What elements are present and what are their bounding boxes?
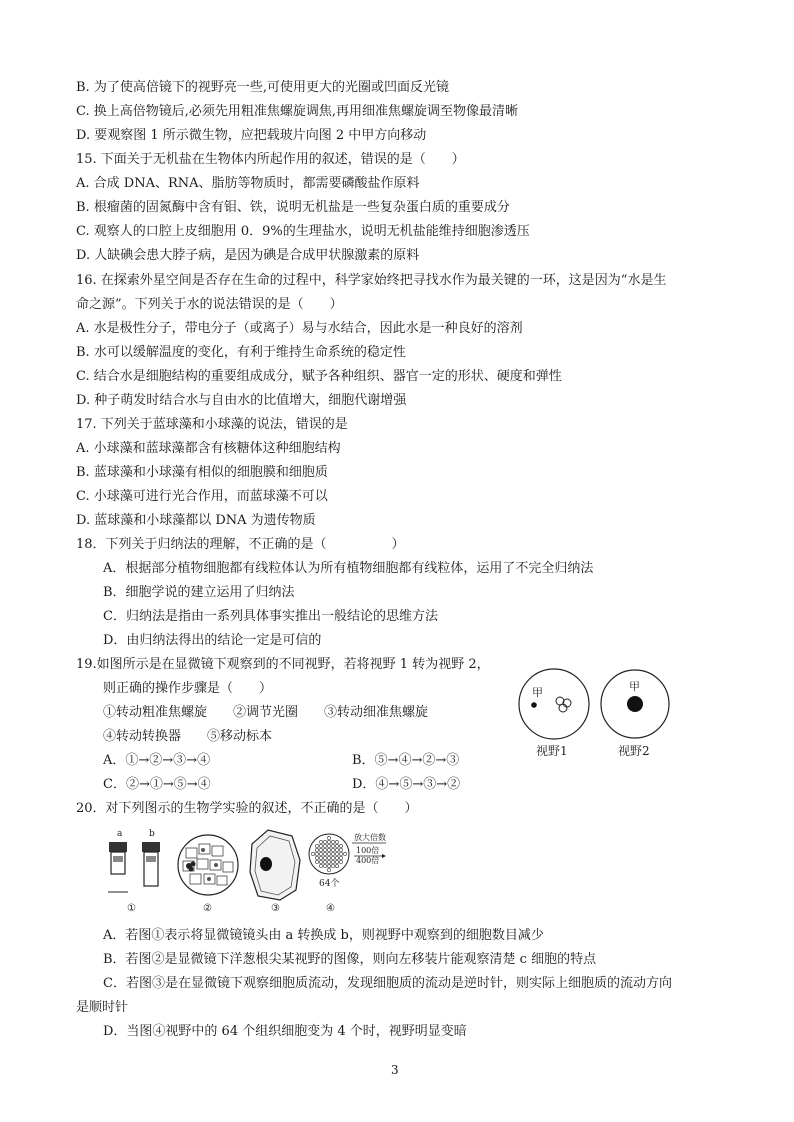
figure-3-cell (250, 830, 300, 914)
field-2-marker-char: 甲 (629, 680, 640, 693)
q18-option-b: B．细胞学说的建立运用了归纳法 (103, 585, 295, 600)
nucleus (201, 848, 205, 852)
lens-a-band (113, 856, 123, 862)
dividing-cell-chromosomes (191, 862, 196, 867)
q15-stem: 15. 下面关于无机盐在生物体内所起作用的叙述，错误的是（ ） (76, 152, 465, 167)
q18-option-a: A．根据部分植物细胞都有线粒体认为所有植物细胞都有线粒体，运用了不完全归纳法 (103, 561, 594, 576)
q20-option-d: D．当图④视野中的 64 个组织细胞变为 4 个时，视野明显变暗 (103, 1024, 467, 1039)
q15-option-b: B. 根瘤菌的固氮酶中含有钼、铁，说明无机盐是一些复杂蛋白质的重要成分 (76, 200, 510, 215)
figure-4-cell-field (309, 832, 386, 914)
q19-option-a: A．①→②→③→④ (103, 753, 211, 768)
q16-option-c: C. 结合水是细胞结构的重要组成成分，赋予各种组织、器官一定的形状、硬度和弹性 (76, 369, 562, 384)
field-2-large-dot (627, 696, 643, 712)
nucleus (214, 863, 218, 867)
lens-b-top (142, 842, 160, 852)
q16-stem-line2: 命之源”。下列关于水的说法错误的是（ ） (76, 297, 343, 312)
lens-b-band (146, 856, 156, 862)
q20-option-c-line2: 是顺时针 (76, 1000, 129, 1015)
figure-1-objective-lenses (108, 829, 160, 914)
field-of-view-2-label: 视野2 (618, 744, 650, 758)
arrow-head-icon (382, 854, 386, 858)
figure-3-label: ③ (271, 903, 280, 914)
q17-option-a: A. 小球藻和蓝球藻都含有核糖体这种细胞结构 (76, 441, 341, 456)
field-1-cell (559, 704, 567, 712)
magnification-title: 放大倍数 (354, 833, 386, 842)
q19-option-b: B．⑤→④→②→③ (352, 753, 460, 768)
dividing-cell-chromosomes (189, 867, 194, 872)
cell-count-label: 64个 (319, 879, 340, 889)
q16-option-b: B. 水可以缓解温度的变化，有利于维持生命系统的稳定性 (76, 345, 406, 360)
lens-b-label: b (149, 829, 155, 839)
figure-2-root-tip-field (178, 835, 238, 914)
q19-figure (508, 666, 708, 766)
page-number: 3 (391, 1063, 399, 1077)
figure-2-label: ② (203, 903, 212, 914)
q20-figure (100, 826, 400, 918)
q17-option-b: B. 蓝球藻和小球藻有相似的细胞膜和细胞质 (76, 465, 328, 480)
q17-option-c: C. 小球藻可进行光合作用，而蓝球藻不可以 (76, 489, 328, 504)
q14-option-b: B. 为了使高倍镜下的视野亮一些,可使用更大的光圈或凹面反光镜 (76, 80, 449, 95)
field-of-view-1-label: 视野1 (536, 744, 568, 758)
field-circle (309, 834, 349, 874)
q15-option-c: C. 观察人的口腔上皮细胞用 0．9%的生理盐水，说明无机盐能维持细胞渗透压 (76, 224, 530, 239)
magnification-100: 100倍 (356, 846, 380, 855)
q19-steps-line2: ④转动转换器 ⑤移动标本 (103, 729, 273, 744)
q19-stem-line2: 则正确的操作步骤是（ ） (103, 681, 273, 696)
q17-stem: 17. 下列关于蓝球藻和小球藻的说法，错误的是 (76, 417, 348, 432)
q19-steps-line1: ①转动粗准焦螺旋 ②调节光圈 ③转动细准焦螺旋 (103, 705, 429, 720)
lens-a-label: a (117, 829, 123, 839)
nucleus (207, 877, 211, 881)
q16-option-d: D. 种子萌发时结合水与自由水的比值增大，细胞代谢增强 (76, 393, 407, 408)
q19-option-c: C．②→①→⑤→④ (103, 777, 211, 792)
q14-option-d: D. 要观察图 1 所示微生物，应把载玻片向图 2 中甲方向移动 (76, 128, 427, 143)
field-1-small-dot (531, 702, 537, 708)
cell-nucleus (260, 857, 272, 871)
q20-option-a: A．若图①表示将显微镜镜头由 a 转换成 b，则视野中观察到的细胞数目减少 (103, 928, 544, 943)
field-1-cell (563, 699, 571, 707)
q20-option-b: B．若图②是显微镜下洋葱根尖某视野的图像，则向左移装片能观察清楚 c 细胞的特点 (103, 952, 597, 967)
q15-option-a: A. 合成 DNA、RNA、脂肪等物质时，都需要磷酸盐作原料 (76, 176, 420, 191)
figure-1-label: ① (127, 903, 136, 914)
figure-4-label: ④ (326, 903, 335, 914)
q19-option-d: D．④→⑤→③→② (352, 777, 461, 792)
magnification-400: 400倍 (356, 856, 380, 865)
q15-option-d: D. 人缺碘会患大脖子病，是因为碘是合成甲状腺激素的原料 (76, 248, 420, 263)
field-1-marker-char: 甲 (532, 686, 543, 699)
q18-stem: 18．下列关于归纳法的理解，不正确的是（ ） (76, 537, 405, 552)
q19-stem-line1: 19.如图所示是在显微镜下观察到的不同视野，若将视野 1 转为视野 2， (76, 657, 490, 672)
lens-a-top (109, 842, 127, 852)
q18-option-c: C．归纳法是指由一系列具体事实推出一般结论的思维方法 (103, 609, 438, 624)
q20-option-c-line1: C．若图③是在显微镜下观察细胞质流动，发现细胞质的流动是逆时针，则实际上细胞质的流动方向 (103, 976, 672, 991)
q14-option-c: C. 换上高倍物镜后,必须先用粗准焦螺旋调焦,再用细准焦螺旋调至物像最清晰 (76, 104, 519, 119)
lens-a-body (111, 852, 125, 874)
field-of-view-1-circle (519, 669, 589, 739)
q17-option-d: D. 蓝球藻和小球藻都以 DNA 为遗传物质 (76, 513, 316, 528)
q20-stem: 20．对下列图示的生物学实验的叙述，不正确的是（ ） (76, 801, 418, 816)
q16-option-a: A. 水是极性分子，带电分子（或离子）易与水结合，因此水是一种良好的溶剂 (76, 321, 523, 336)
cell-wall (250, 830, 300, 900)
q16-stem-line1: 16. 在探索外星空间是否存在生命的过程中，科学家始终把寻找水作为最关键的一环，这是因为“水是生 (76, 273, 667, 288)
q18-option-d: D．由归纳法得出的结论一定是可信的 (103, 633, 322, 648)
